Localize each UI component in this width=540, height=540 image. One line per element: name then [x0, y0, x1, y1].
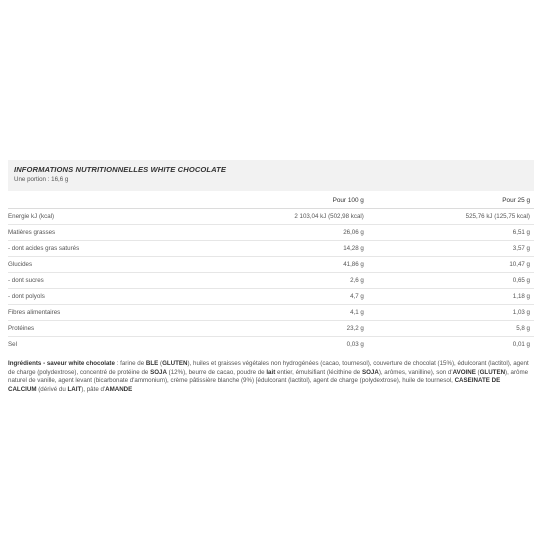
ingredient-highlight: GLUTEN — [162, 360, 188, 367]
nutrient-label: Matières grasses — [8, 225, 149, 241]
ingredient-highlight: LAIT — [67, 385, 82, 393]
value-per-25g: 6,51 g — [368, 225, 534, 241]
table-row — [8, 273, 534, 289]
ingredient-highlight: GLUTEN — [479, 368, 506, 376]
ingredient-highlight: Ingrédients - saveur white chocolate — [8, 360, 115, 367]
nutrient-label: - dont polyols — [8, 289, 149, 305]
nutrition-title: INFORMATIONS NUTRITIONNELLES WHITE CHOCOLATE — [14, 165, 227, 174]
table-row — [8, 337, 534, 353]
value-per-100g: 0,03 g — [149, 337, 368, 353]
value-per-100g: 4,7 g — [149, 289, 368, 305]
ingredient-text: entier, émulsifiant (lécithine de — [275, 368, 362, 376]
ingredient-text: (dérivé du — [36, 385, 68, 393]
value-per-25g: 1,03 g — [368, 305, 534, 321]
column-header-per-25g: Pour 25 g — [502, 197, 530, 204]
nutrient-label: Fibres alimentaires — [8, 305, 149, 321]
column-header-nutrient — [8, 193, 149, 209]
ingredient-text: ( — [475, 368, 480, 376]
value-per-100g: 14,28 g — [149, 241, 368, 257]
value-per-100g: 2 103,04 kJ (502,98 kcal) — [149, 209, 368, 225]
portion-size: Une portion : 16,6 g — [14, 176, 69, 183]
value-per-25g: 5,8 g — [368, 321, 534, 337]
nutrition-table-body — [8, 209, 534, 353]
value-per-100g: 41,86 g — [149, 257, 368, 273]
ingredient-text: ( — [158, 360, 163, 367]
value-per-25g: 10,47 g — [368, 257, 534, 273]
value-per-100g: 23,2 g — [149, 321, 368, 337]
ingredient-text: : farine de — [114, 360, 146, 367]
ingredients-text — [8, 360, 534, 394]
nutrient-label: Protéines — [8, 321, 149, 337]
nutrition-panel — [8, 160, 534, 394]
table-row — [8, 225, 534, 241]
table-header-row — [8, 193, 534, 209]
value-per-100g: 2,6 g — [149, 273, 368, 289]
table-row — [8, 321, 534, 337]
table-row — [8, 289, 534, 305]
ingredient-text: (12%), beurre de cacao, poudre de — [166, 368, 267, 376]
nutrient-label: - dont sucres — [8, 273, 149, 289]
ingredient-highlight: AMANDE — [105, 385, 133, 393]
ingredient-text: ), arômes, vanilline), son d' — [378, 368, 453, 376]
nutrition-table — [8, 193, 534, 352]
ingredient-highlight: lait — [266, 368, 276, 376]
ingredient-text: ), pâte d' — [81, 385, 106, 393]
table-row — [8, 257, 534, 273]
ingredient-text: ), arôme naturel de vanille, agent levant (bicarbonate d'ammonium), crème pâtissière blanche (9%) [édulcorant (lactitol), agent de charge (polydextrose), huile de tournesol, — [8, 368, 529, 385]
value-per-25g: 1,18 g — [368, 289, 534, 305]
ingredient-highlight: AVOINE — [452, 368, 476, 376]
ingredient-highlight: SOJA — [150, 368, 167, 376]
ingredient-highlight: CASEINATE DE CALCIUM — [8, 377, 501, 393]
value-per-100g: 4,1 g — [149, 305, 368, 321]
nutrient-label: Sel — [8, 337, 149, 353]
nutrient-label: Energie kJ (kcal) — [8, 209, 149, 225]
value-per-100g: 26,06 g — [149, 225, 368, 241]
nutrient-label: Glucides — [8, 257, 149, 273]
nutrient-label: - dont acides gras saturés — [8, 241, 149, 257]
value-per-25g: 0,65 g — [368, 273, 534, 289]
ingredient-highlight: BLE — [145, 360, 159, 367]
table-row — [8, 209, 534, 225]
value-per-25g: 3,57 g — [368, 241, 534, 257]
table-row — [8, 241, 534, 257]
ingredient-highlight: SOJA — [361, 368, 379, 376]
value-per-25g: 525,76 kJ (125,75 kcal) — [368, 209, 534, 225]
table-row — [8, 305, 534, 321]
column-header-per-100g: Pour 100 g — [332, 197, 364, 204]
ingredient-text: ), huiles et graisses végétales non hydrogénées (cacao, tournesol), couverture de chocolat (15%), édulcorant (lactitol), agent de charge (polydextrose), concentré de protéine de — [8, 360, 529, 376]
nutrition-header — [8, 160, 534, 191]
value-per-25g: 0,01 g — [368, 337, 534, 353]
